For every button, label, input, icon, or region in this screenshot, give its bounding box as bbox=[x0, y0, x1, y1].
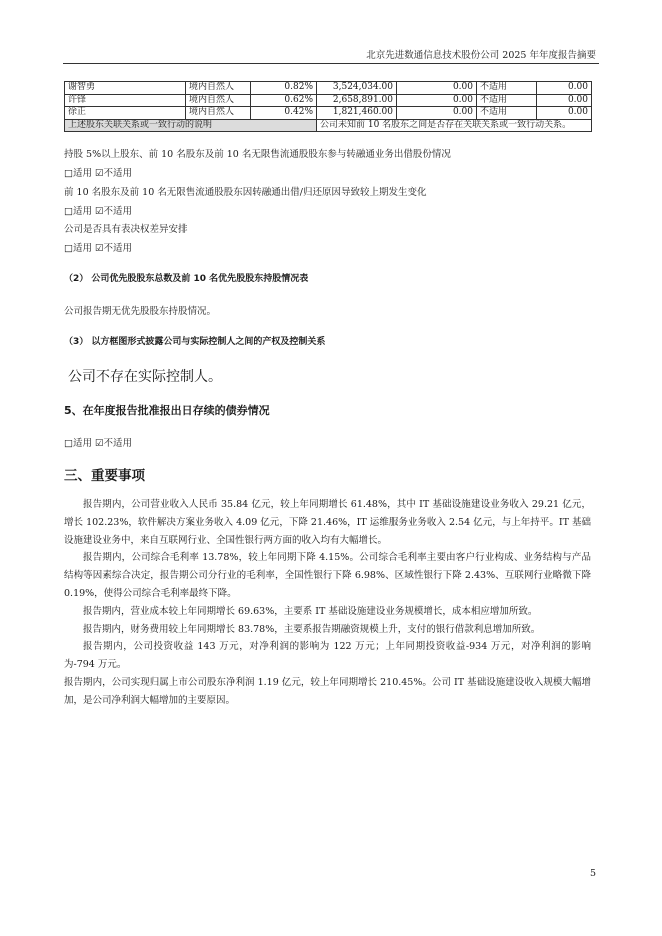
relationship-note-value: 公司未知前 10 名股东之间是否存在关联关系或一致行动关系。 bbox=[317, 119, 592, 132]
shareholders-table bbox=[64, 81, 592, 132]
page-header: 北京先进数通信息技术股份公司 2025 年年度报告摘要 bbox=[366, 50, 596, 61]
holder-pledge-qty: 0.00 bbox=[537, 82, 592, 95]
bonds-heading: 5、在年度报告批准报出日存续的债券情况 bbox=[64, 404, 270, 417]
table-row bbox=[65, 107, 592, 120]
disclosure-question-lending-change: 前 10 名股东及前 10 名无限售流通股股东因转融通出借/归还原因导致较上期发生变化 bbox=[64, 187, 427, 198]
holder-name: 谢智勇 bbox=[65, 82, 186, 95]
holder-type: 境内自然人 bbox=[186, 82, 251, 95]
preferred-shares-text: 公司报告期无优先股股东持股情况。 bbox=[64, 306, 217, 317]
holder-name: 许锋 bbox=[65, 94, 186, 107]
disclosure-answer-securities-lending: □适用 ☑不适用 bbox=[64, 168, 133, 179]
holder-shares: 2,658,891.00 bbox=[317, 94, 397, 107]
paragraph-investment-income: 报告期内，公司投资收益 143 万元，对净利润的影响为 122 万元；上年同期投资收益-934 万元，对净利润的影响为-794 万元。 bbox=[64, 641, 591, 671]
table-row bbox=[65, 82, 592, 95]
holder-type: 境内自然人 bbox=[186, 94, 251, 107]
holder-restricted: 0.00 bbox=[397, 107, 477, 120]
holder-pledge-status: 不适用 bbox=[477, 82, 537, 95]
preferred-shares-heading: （2） 公司优先股股东总数及前 10 名优先股股东持股情况表 bbox=[64, 274, 309, 284]
paragraph-operating-cost: 报告期内，营业成本较上年同期增长 69.63%，主要系 IT 基础设施建设业务规模增长，成本相应增加所致。 bbox=[83, 605, 538, 617]
control-relationship-heading: （3） 以方框图形式披露公司与实际控制人之间的产权及控制关系 bbox=[64, 337, 326, 347]
paragraph-gross-margin: 报告期内，公司综合毛利率 13.78%，较上年同期下降 4.15%。公司综合毛利率主要由客户行业构成、业务结构与产品结构等因素综合决定，报告期公司分行业的毛利率，全国性银行下降 6.98%、区域性银行下降 2.43%、互联网行业略微下降 0.19%，使得公司综合毛利率最终下降。 bbox=[64, 552, 591, 599]
header-rule bbox=[63, 63, 599, 64]
holder-shares: 1,821,460.00 bbox=[317, 107, 397, 120]
paragraph-financial-expense: 报告期内，财务费用较上年同期增长 83.78%，主要系报告期融资规模上升，支付的银行借款利息增加所致。 bbox=[83, 623, 541, 635]
holder-pledge-status: 不适用 bbox=[477, 107, 537, 120]
holder-shares: 3,524,034.00 bbox=[317, 82, 397, 95]
holder-percent: 0.62% bbox=[251, 94, 317, 107]
control-relationship-text: 公司不存在实际控制人。 bbox=[68, 369, 222, 385]
holder-type: 境内自然人 bbox=[186, 107, 251, 120]
bonds-answer: □适用 ☑不适用 bbox=[64, 438, 133, 449]
holder-name: 徐正 bbox=[65, 107, 186, 120]
holder-pledge-qty: 0.00 bbox=[537, 107, 592, 120]
disclosure-answer-lending-change: □适用 ☑不适用 bbox=[64, 206, 133, 217]
table-row bbox=[65, 94, 592, 107]
relationship-note-label: 上述股东关联关系或一致行动的说明 bbox=[65, 119, 317, 132]
section-heading-important-matters: 三、重要事项 bbox=[64, 468, 145, 484]
important-matters-body bbox=[64, 496, 591, 710]
holder-restricted: 0.00 bbox=[397, 94, 477, 107]
disclosure-answer-voting-rights: □适用 ☑不适用 bbox=[64, 243, 133, 254]
disclosure-question-securities-lending: 持股 5%以上股东、前 10 名股东及前 10 名无限售流通股股东参与转融通业务出借股份情况 bbox=[64, 149, 451, 160]
holder-pledge-status: 不适用 bbox=[477, 94, 537, 107]
disclosure-question-voting-rights: 公司是否具有表决权差异安排 bbox=[64, 224, 188, 235]
table-note-row bbox=[65, 119, 592, 132]
holder-percent: 0.42% bbox=[251, 107, 317, 120]
holder-percent: 0.82% bbox=[251, 82, 317, 95]
paragraph-revenue: 报告期内，公司营业收入人民币 35.84 亿元，较上年同期增长 61.48%，其中 IT 基础设施建设业务收入 29.21 亿元，增长 102.23%，软件解决方案业务收入 4.09 亿元，下降 21.46%，IT 运维服务业务收入 2.54 亿元，与上年持平。IT 基础设施建设业务中，来自互联网行业、全国性银行两方面的收入均有大幅增长。 bbox=[64, 499, 591, 546]
holder-pledge-qty: 0.00 bbox=[537, 94, 592, 107]
paragraph-net-profit: 报告期内，公司实现归属上市公司股东净利润 1.19 亿元，较上年同期增长 210.45%。公司 IT 基础设施建设收入规模大幅增加，是公司净利润大幅增加的主要原因。 bbox=[64, 676, 591, 706]
holder-restricted: 0.00 bbox=[397, 82, 477, 95]
page-number: 5 bbox=[589, 868, 596, 879]
